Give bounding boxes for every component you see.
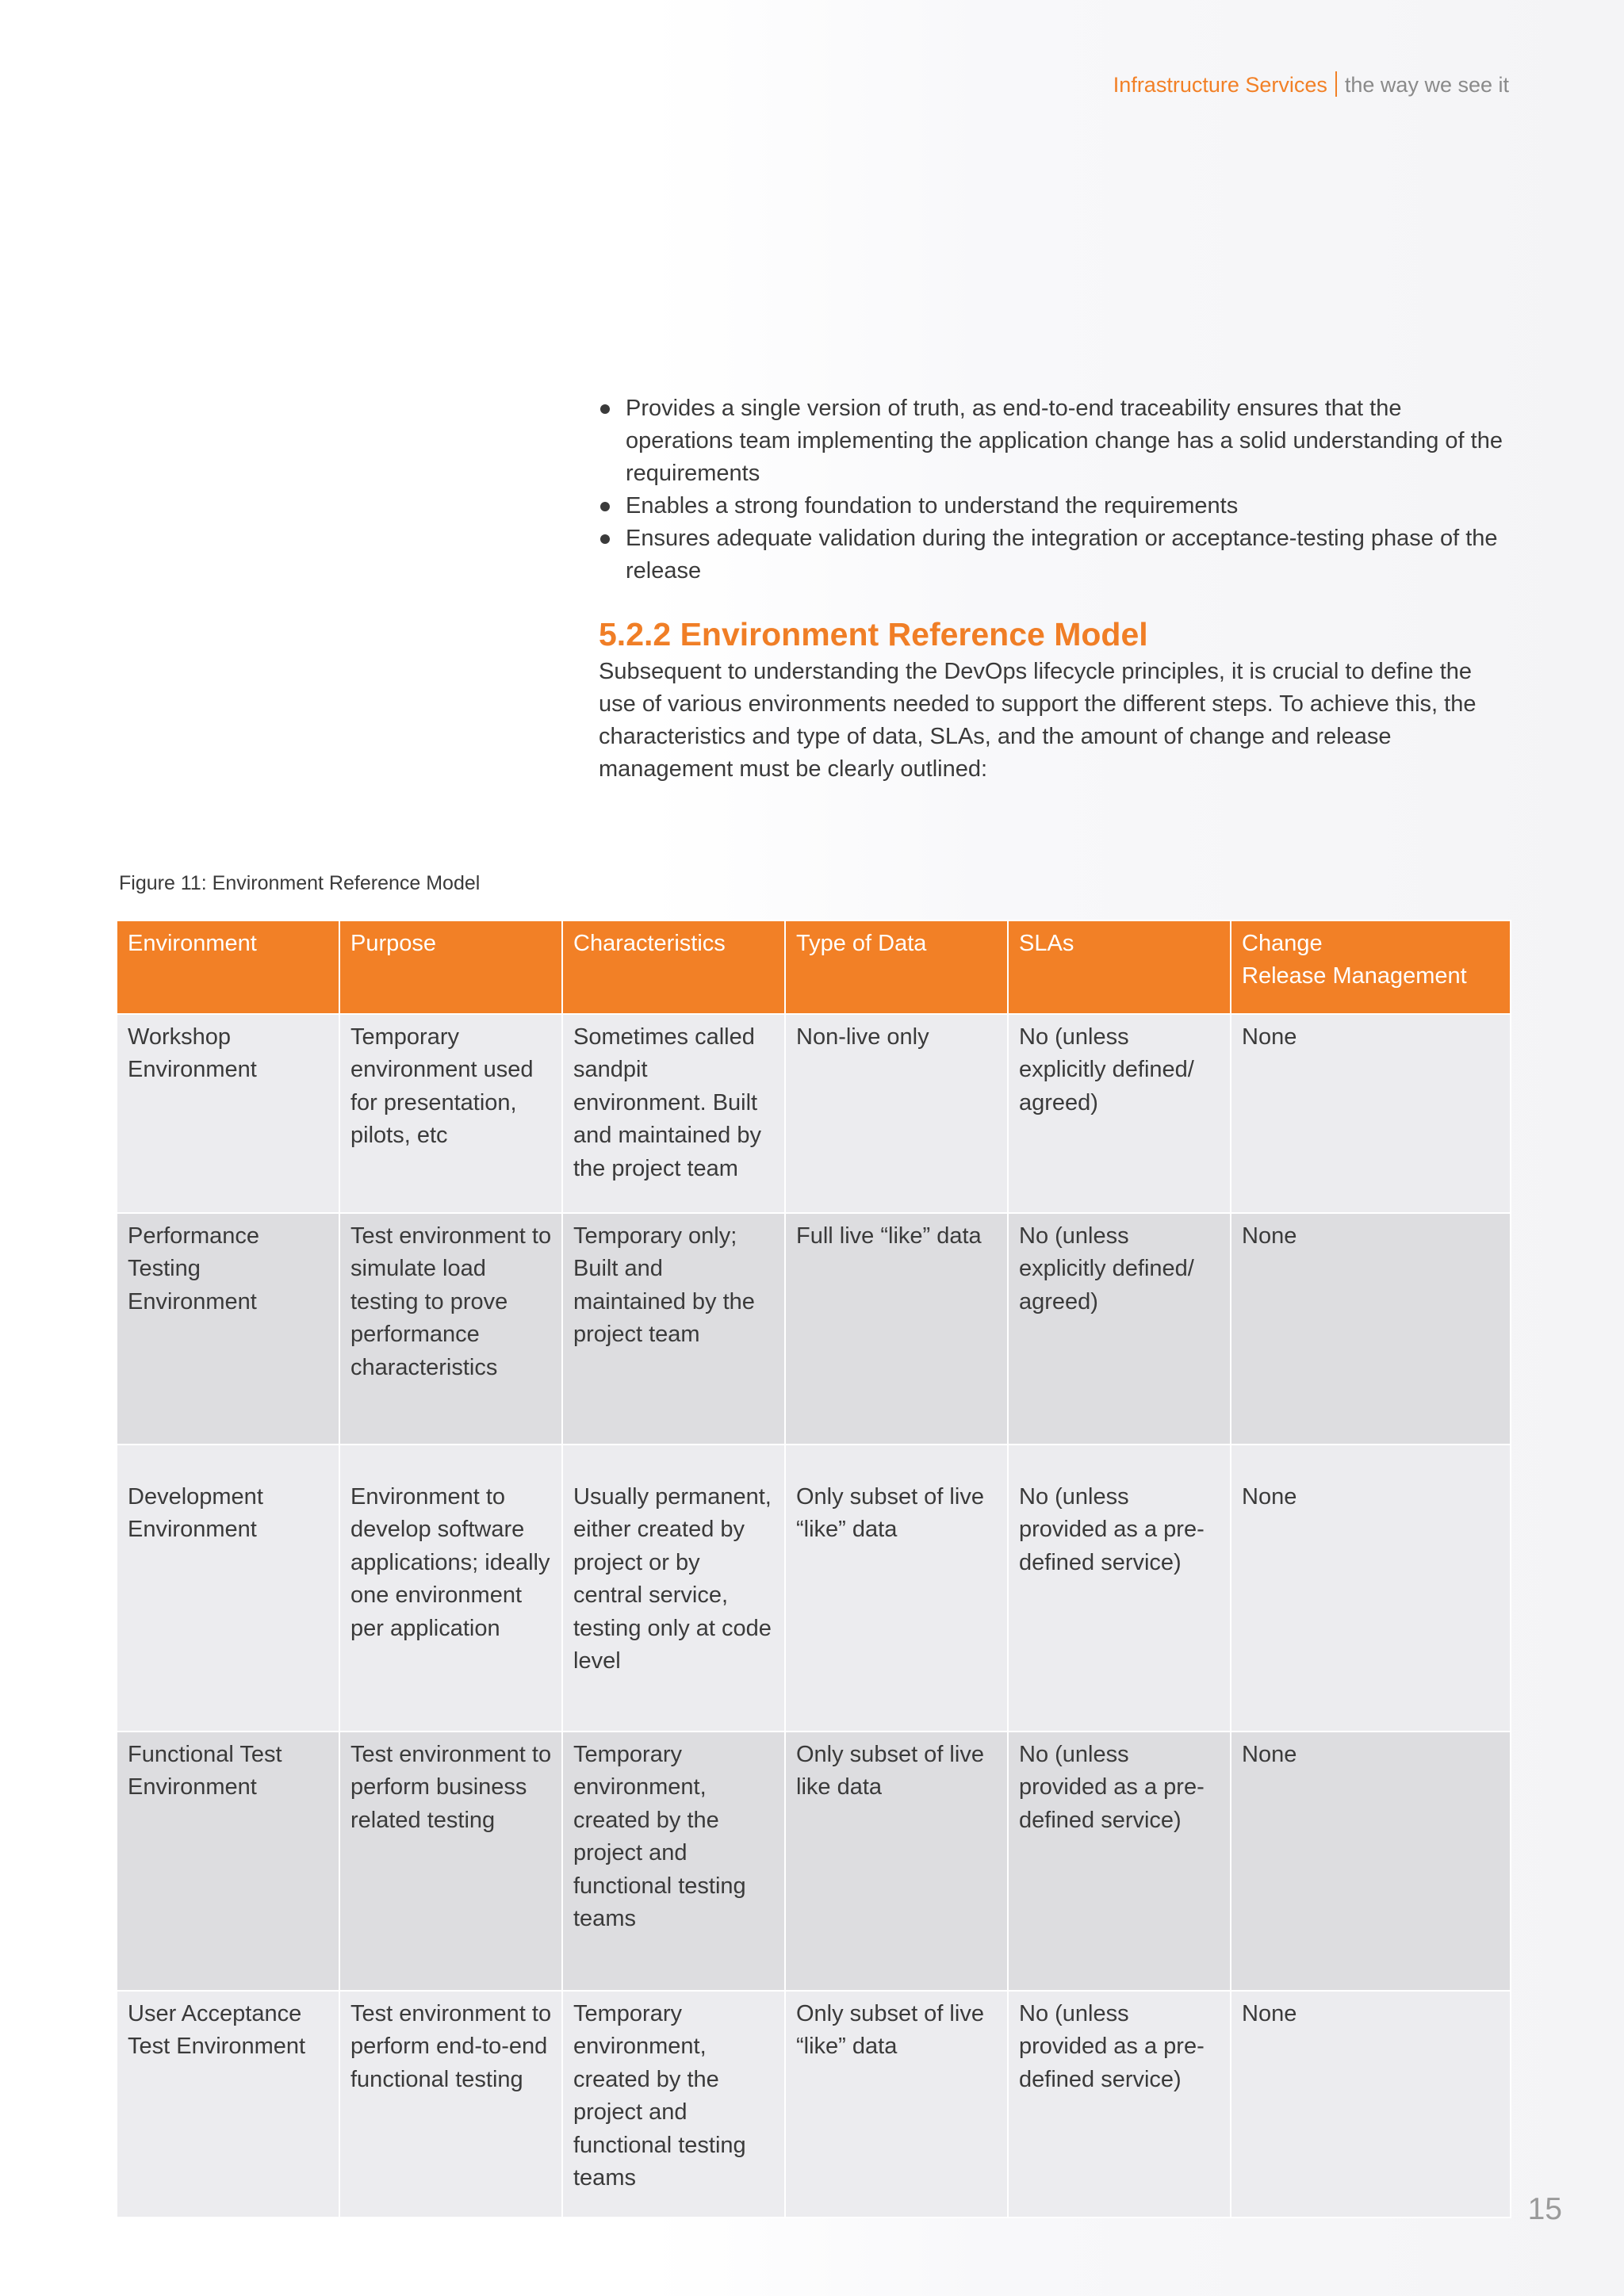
table-cell: No (unless explicitly defined/ agreed) — [1008, 1014, 1231, 1213]
figure-caption: Figure 11: Environment Reference Model — [119, 872, 481, 894]
table-cell: Only subset of live like data — [785, 1732, 1008, 1991]
table-cell: Test environment to simulate load testing to prove performance characteristics — [339, 1213, 562, 1445]
section-intro: Subsequent to understanding the DevOps lifecycle principles, it is crucial to define the use of various environments needed to support the different steps. To achieve this, the characteristics and type of data, SLAs, and the amount of change and release management must be clearly outlined: — [599, 659, 1477, 782]
table-row — [117, 1732, 1511, 1991]
main-content — [599, 392, 1511, 786]
table-cell: Test environment to perform end-to-end functional testing — [339, 1991, 562, 2218]
table-row — [117, 1213, 1511, 1445]
table-cell: Test environment to perform business related testing — [339, 1732, 562, 1991]
table-cell: Development Environment — [117, 1445, 339, 1732]
table-cell: No (unless provided as a pre-defined service) — [1008, 1445, 1231, 1732]
table-cell: Usually permanent, either created by project or by central service, testing only at code level — [562, 1445, 785, 1732]
section-heading: 5.2.2 Environment Reference Model — [599, 616, 1148, 652]
table-cell: None — [1231, 1445, 1511, 1732]
header-characteristics: Characteristics — [562, 920, 785, 1014]
bullet-icon — [600, 534, 610, 544]
table-cell: Temporary environment, created by the project and functional testing teams — [562, 1732, 785, 1991]
bullet-icon — [600, 502, 610, 511]
header-divider — [1335, 71, 1337, 97]
table-cell: Full live “like” data — [785, 1213, 1008, 1445]
header-slas: SLAs — [1008, 920, 1231, 1014]
table-cell: Only subset of live “like” data — [785, 1991, 1008, 2218]
table-cell: User Acceptance Test Environment — [117, 1991, 339, 2218]
header-change-release-management: Change Release Management — [1231, 920, 1511, 1014]
table-cell: None — [1231, 1732, 1511, 1991]
header-environment: Environment — [117, 920, 339, 1014]
environment-reference-table — [116, 920, 1511, 2218]
table-cell: Performance Testing Environment — [117, 1213, 339, 1445]
page-number: 15 — [1527, 2192, 1562, 2226]
table-cell: No (unless provided as a pre-defined service) — [1008, 1732, 1231, 1991]
header-series-title: Infrastructure Services — [1113, 73, 1327, 97]
table-row — [117, 1445, 1511, 1732]
table-cell: Temporary only; Built and maintained by the project team — [562, 1213, 785, 1445]
table-row — [117, 1014, 1511, 1213]
table-cell: No (unless explicitly defined/ agreed) — [1008, 1213, 1231, 1445]
table-cell: Environment to develop software applications; ideally one environment per application — [339, 1445, 562, 1732]
table-cell: Temporary environment, created by the project and functional testing teams — [562, 1991, 785, 2218]
list-item: Ensures adequate validation during the integration or acceptance-testing phase of the release — [599, 522, 1511, 587]
table-cell: Sometimes called sandpit environment. Built and maintained by the project team — [562, 1014, 785, 1213]
table-cell: None — [1231, 1991, 1511, 2218]
table-row — [117, 1991, 1511, 2218]
table-cell: Non-live only — [785, 1014, 1008, 1213]
table-cell: Functional Test Environment — [117, 1732, 339, 1991]
bullet-list — [599, 392, 1511, 587]
table-cell: None — [1231, 1014, 1511, 1213]
table-cell: Temporary environment used for presentation, pilots, etc — [339, 1014, 562, 1213]
running-header — [1113, 71, 1509, 98]
list-item: Provides a single version of truth, as end-to-end traceability ensures that the operations team implementing the application change has a solid understanding of the requirements — [599, 392, 1511, 490]
list-item: Enables a strong foundation to understand the requirements — [599, 490, 1511, 522]
header-tagline: the way we see it — [1344, 73, 1509, 97]
table-cell: None — [1231, 1213, 1511, 1445]
table-cell: Only subset of live “like” data — [785, 1445, 1008, 1732]
table-cell: No (unless provided as a pre-defined service) — [1008, 1991, 1231, 2218]
header-type-of-data: Type of Data — [785, 920, 1008, 1014]
bullet-icon — [600, 404, 610, 414]
table-header-row — [117, 920, 1511, 1014]
table-cell: Workshop Environment — [117, 1014, 339, 1213]
header-purpose: Purpose — [339, 920, 562, 1014]
